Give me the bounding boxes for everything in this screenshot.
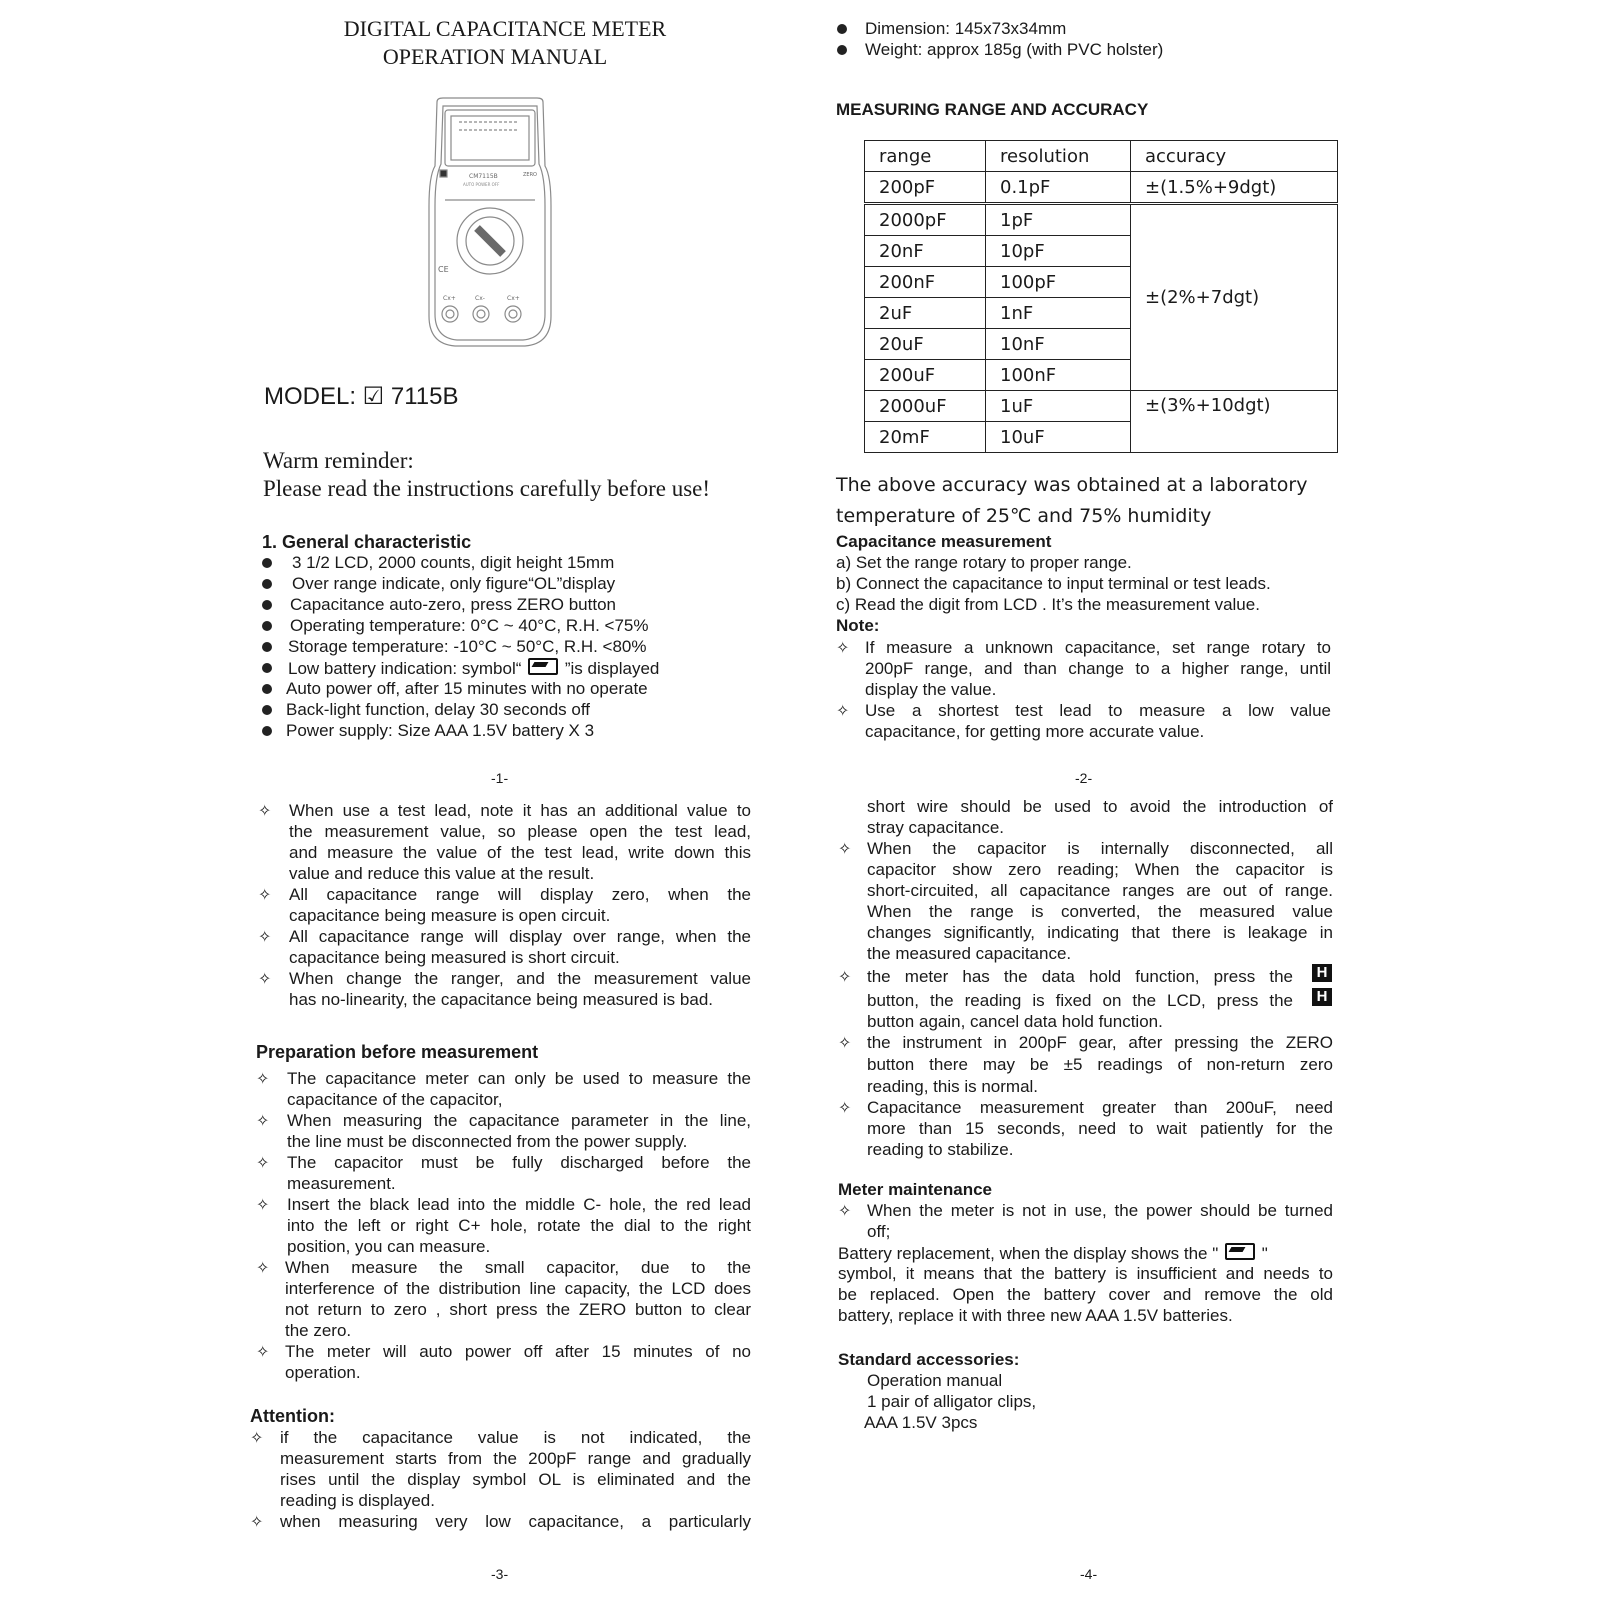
text-fragment: " — [1261, 1244, 1268, 1263]
diamond-bullet: ✧ — [838, 969, 852, 986]
diamond-bullet: ✧ — [258, 887, 272, 904]
text-line: reading is displayed. — [280, 1491, 435, 1510]
spec-item: Over range indicate, only figure“OL”display — [292, 574, 616, 593]
accuracy-note-line1: The above accuracy was obtained at a laboratory — [836, 474, 1308, 496]
spec-item: Back-light function, delay 30 seconds off — [286, 700, 590, 719]
accuracy-cell: ±(1.5%+9dgt) — [1131, 172, 1338, 204]
diamond-bullet: ✧ — [836, 640, 850, 657]
spec-item: Operating temperature: 0°C ~ 40°C, R.H. <75% — [290, 616, 649, 635]
text-line: capacitance of the capacitor, — [287, 1090, 503, 1109]
diamond-bullet: ✧ — [838, 1203, 852, 1220]
battery-icon — [1225, 1243, 1255, 1260]
text-line: When measure the small capacitor, due to the — [285, 1258, 751, 1277]
resolution-cell: 10pF — [986, 236, 1131, 267]
diamond-bullet: ✧ — [836, 703, 850, 720]
step-a: a) Set the range rotary to proper range. — [836, 553, 1132, 572]
table-header-row — [865, 141, 1338, 172]
text-line: the measured capacitance. — [867, 944, 1072, 963]
resolution-cell: 1uF — [986, 391, 1131, 422]
table-row — [865, 391, 1338, 422]
warm-reminder-heading: Warm reminder: — [263, 448, 414, 473]
resolution-cell: 100nF — [986, 360, 1131, 391]
meter-maintenance-title: Meter maintenance — [838, 1180, 992, 1199]
bullet-dot — [262, 621, 272, 631]
table-row — [865, 204, 1338, 236]
bullet-dot — [837, 24, 847, 34]
text-line: When the range is converted, the measured value — [867, 902, 1333, 921]
range-cell: 200nF — [865, 267, 986, 298]
accuracy-cell: ±(2%+7dgt) — [1131, 204, 1338, 391]
dimension-text: Dimension: 145x73x34mm — [865, 19, 1067, 38]
header-cell: range — [865, 141, 986, 172]
bullet-dot — [262, 600, 272, 610]
text-line: stray capacitance. — [867, 818, 1005, 837]
bullet-dot — [262, 663, 272, 673]
page-number-1: -1- — [491, 770, 509, 786]
text-line: Capacitance measurement greater than 200uF, need — [867, 1098, 1333, 1117]
note-line: 200pF range, and than change to a higher range, until — [865, 659, 1331, 678]
resolution-cell: 0.1pF — [986, 172, 1131, 204]
page-number-2: -2- — [1075, 770, 1093, 786]
text-line: the instrument in 200pF gear, after pressing the ZERO — [867, 1033, 1333, 1052]
text-line: rises until the display symbol OL is eliminated and the — [280, 1470, 751, 1489]
standard-accessories-title: Standard accessories: — [838, 1350, 1020, 1369]
text-line: more than 15 seconds, need to wait patiently for the — [867, 1119, 1333, 1138]
spec-item: Capacitance auto-zero, press ZERO button — [290, 595, 616, 614]
text-line: value and reduce this value at the result. — [289, 864, 595, 883]
text-line: capacitance being measure is open circuit. — [289, 906, 611, 925]
step-c: c) Read the digit from LCD . It’s the measurement value. — [836, 595, 1260, 614]
text-line: The capacitance meter can only be used to measure the — [287, 1069, 751, 1088]
bullet-dot — [262, 705, 272, 715]
bullet-dot — [262, 642, 272, 652]
text-line: When the capacitor is internally disconnected, all — [867, 839, 1333, 858]
device-ce-label: CE — [438, 265, 449, 274]
text-line: short-circuited, all capacitance ranges are out of range. — [867, 881, 1333, 900]
text-line: the line must be disconnected from the power supply. — [287, 1132, 688, 1151]
range-cell: 20mF — [865, 422, 986, 453]
bullet-dot — [262, 558, 272, 568]
resolution-cell: 10nF — [986, 329, 1131, 360]
preparation-title: Preparation before measurement — [256, 1042, 539, 1062]
meter-illustration — [425, 96, 555, 350]
battery-icon — [528, 658, 558, 675]
text-line: All capacitance range will display over range, when the — [289, 927, 751, 946]
text-line: When change the ranger, and the measurement value — [289, 969, 751, 988]
note-line: Use a shortest test lead to measure a low value — [865, 701, 1331, 720]
text-line: short wire should be used to avoid the introduction of — [867, 797, 1333, 816]
warm-reminder-text: Please read the instructions carefully before use! — [263, 476, 711, 501]
range-accuracy-title: MEASURING RANGE AND ACCURACY — [836, 100, 1149, 119]
spec-item: Auto power off, after 15 minutes with no operate — [286, 679, 648, 698]
resolution-cell: 1nF — [986, 298, 1131, 329]
range-cell: 2000uF — [865, 391, 986, 422]
weight-text: Weight: approx 185g (with PVC holster) — [865, 40, 1164, 59]
capacitance-measurement-title: Capacitance measurement — [836, 532, 1052, 551]
accuracy-table — [864, 140, 1338, 453]
text-line: When measuring the capacitance parameter in the line, — [287, 1111, 751, 1130]
bullet-dot — [262, 684, 272, 694]
text-line: When the meter is not in use, the power should be turned — [867, 1201, 1333, 1220]
diamond-bullet: ✧ — [256, 1071, 270, 1088]
diamond-bullet: ✧ — [256, 1155, 270, 1172]
hold-button-icon: H — [1312, 988, 1332, 1006]
spec-item: Storage temperature: -10°C ~ 50°C, R.H. <80% — [288, 637, 647, 656]
manual-title-line1: DIGITAL CAPACITANCE METER — [343, 16, 667, 41]
resolution-cell: 100pF — [986, 267, 1131, 298]
accessory-item: AAA 1.5V 3pcs — [864, 1413, 978, 1432]
text-line: When use a test lead, note it has an additional value to — [289, 801, 751, 820]
text-line: button there may be ±5 readings of non-return zero — [867, 1055, 1333, 1074]
text-line: the measurement value, so please open the test lead, — [289, 822, 751, 841]
model-label: MODEL: ☑ 7115B — [264, 383, 459, 410]
page-number-3: -3- — [491, 1566, 509, 1582]
text-line: position, you can measure. — [287, 1237, 491, 1256]
text-line: reading, this is normal. — [867, 1077, 1039, 1096]
text-line: reading to stabilize. — [867, 1140, 1014, 1159]
device-zero-label: ZERO — [523, 172, 537, 178]
resolution-cell: 1pF — [986, 204, 1131, 236]
device-terminal-2: Cx- — [475, 295, 485, 302]
text-line: All capacitance range will display zero, when the — [289, 885, 751, 904]
spec-item-text: Low battery indication: symbol“ — [288, 659, 522, 678]
range-cell: 20nF — [865, 236, 986, 267]
table-row — [865, 172, 1338, 204]
spec-item-text: ”is displayed — [564, 659, 660, 678]
text-line: and measure the value of the test lead, write down this — [289, 843, 751, 862]
text-line: into the left or right C+ hole, rotate the dial to the right — [287, 1216, 751, 1235]
accuracy-cell: ±(3%+10dgt) — [1131, 391, 1338, 453]
bullet-dot — [262, 726, 272, 736]
diamond-bullet: ✧ — [838, 1100, 852, 1117]
accuracy-note-line2: temperature of 25℃ and 75% humidity — [836, 505, 1212, 527]
diamond-bullet: ✧ — [256, 1113, 270, 1130]
header-cell: accuracy — [1131, 141, 1338, 172]
header-cell: resolution — [986, 141, 1131, 172]
range-cell: 2000pF — [865, 204, 986, 236]
diamond-bullet: ✧ — [256, 1260, 270, 1277]
diamond-bullet: ✧ — [250, 1430, 264, 1447]
bullet-dot — [262, 579, 272, 589]
text-line: button, the reading is fixed on the LCD, press the — [867, 991, 1293, 1010]
device-model-label: CM7115B — [469, 173, 498, 180]
general-characteristic-title: 1. General characteristic — [262, 532, 472, 552]
accessory-item: 1 pair of alligator clips, — [867, 1392, 1037, 1411]
attention-title: Attention: — [250, 1406, 335, 1426]
diamond-bullet: ✧ — [256, 1344, 270, 1361]
range-cell: 2uF — [865, 298, 986, 329]
text-line: measurement. — [287, 1174, 396, 1193]
range-cell: 20uF — [865, 329, 986, 360]
text-line: button again, cancel data hold function. — [867, 1012, 1163, 1031]
bullet-dot — [837, 45, 847, 55]
note-line: capacitance, for getting more accurate value. — [865, 722, 1205, 741]
range-cell: 200pF — [865, 172, 986, 204]
note-line: If measure a unknown capacitance, set range rotary to — [865, 638, 1331, 657]
text-line: symbol, it means that the battery is insufficient and needs to — [838, 1264, 1333, 1283]
text-line: The capacitor must be fully discharged before the — [287, 1153, 751, 1172]
diamond-bullet: ✧ — [256, 1197, 270, 1214]
hold-button-icon: H — [1312, 964, 1332, 982]
text-line: if the capacitance value is not indicated, the — [280, 1428, 751, 1447]
text-line: capacitor show zero reading; When the capacitor is — [867, 860, 1333, 879]
device-terminal-1: Cx+ — [443, 295, 456, 302]
diamond-bullet: ✧ — [838, 841, 852, 858]
text-line: not return to zero , short press the ZERO button to clear — [285, 1300, 751, 1319]
battery-replacement-line — [838, 1243, 1333, 1264]
text-line: be replaced. Open the battery cover and remove the old — [838, 1285, 1333, 1304]
diamond-bullet: ✧ — [838, 1035, 852, 1052]
diamond-bullet: ✧ — [258, 929, 272, 946]
text-line: interference of the distribution line capacity, the LCD does — [285, 1279, 751, 1298]
resolution-cell: 10uF — [986, 422, 1131, 453]
text-line: measurement starts from the 200pF range and gradually — [280, 1449, 751, 1468]
manual-title-line2: OPERATION MANUAL — [382, 44, 608, 69]
text-line: capacitance being measured is short circuit. — [289, 948, 620, 967]
text-fragment: Battery replacement, when the display shows the " — [838, 1244, 1219, 1263]
text-line: battery, replace it with three new AAA 1.5V batteries. — [838, 1306, 1233, 1325]
spec-item: 3 1/2 LCD, 2000 counts, digit height 15mm — [292, 553, 615, 572]
text-line: operation. — [285, 1363, 361, 1382]
diamond-bullet: ✧ — [258, 803, 272, 820]
text-line: the meter has the data hold function, press the — [867, 967, 1293, 986]
note-line: display the value. — [865, 680, 997, 699]
step-b: b) Connect the capacitance to input terminal or test leads. — [836, 574, 1271, 593]
note-title: Note: — [836, 616, 880, 635]
accessory-item: Operation manual — [867, 1371, 1003, 1390]
device-terminal-3: Cx+ — [507, 295, 520, 302]
diamond-bullet: ✧ — [250, 1514, 264, 1531]
diamond-bullet: ✧ — [258, 971, 272, 988]
device-auto-label: AUTO POWER OFF — [463, 182, 500, 187]
text-line: the zero. — [285, 1321, 352, 1340]
text-line: The meter will auto power off after 15 minutes of no — [285, 1342, 751, 1361]
range-cell: 200uF — [865, 360, 986, 391]
text-line: has no-linearity, the capacitance being measured is bad. — [289, 990, 713, 1009]
spec-item — [288, 658, 659, 679]
text-line: Insert the black lead into the middle C- hole, the red lead — [287, 1195, 751, 1214]
text-line: changes significantly, indicating that there is leakage in — [867, 923, 1333, 942]
spec-item: Power supply: Size AAA 1.5V battery X 3 — [286, 721, 595, 740]
text-line: when measuring very low capacitance, a particularly — [280, 1512, 751, 1531]
page-number-4: -4- — [1080, 1566, 1098, 1582]
text-line: off; — [867, 1222, 891, 1241]
